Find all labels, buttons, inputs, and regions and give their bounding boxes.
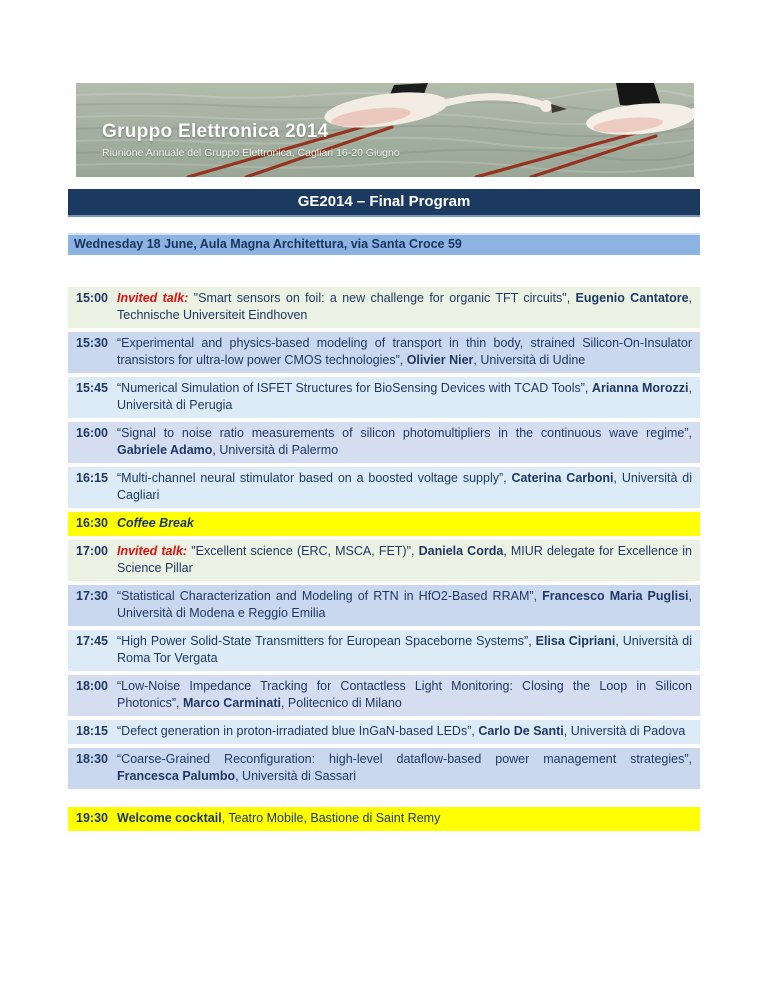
talk-time: 17:45 — [76, 634, 108, 648]
talk-title: “Experimental and physics-based modeling of transport in thin body, strained Silicon-On-Insulator transistors for ultra-low power CMOS technologies”, — [117, 336, 692, 367]
talk-title: “Multi-channel neural stimulator based on a boosted voltage supply”, — [117, 471, 512, 485]
talk-title: “Statistical Characterization and Modeling of RTN in HfO2-Based RRAM”, — [117, 589, 543, 603]
speaker-name: Carlo De Santi — [478, 724, 564, 738]
schedule-item — [68, 675, 700, 716]
event-location: , Teatro Mobile, Bastione di Saint Remy — [221, 811, 441, 825]
talk-text — [117, 678, 692, 712]
talk-text — [117, 723, 692, 740]
speaker-name: Daniela Corda — [418, 544, 504, 558]
program-title-bar: GE2014 – Final Program — [68, 189, 700, 217]
schedule-item — [68, 720, 700, 744]
talk-time: 15:00 — [76, 291, 108, 305]
speaker-affiliation: , Università di Perugia — [117, 381, 692, 412]
speaker-affiliation: , Technische Universiteit Eindhoven — [117, 291, 693, 322]
speaker-affiliation: , Università di Cagliari — [117, 471, 692, 502]
talk-time: 16:15 — [76, 471, 108, 485]
banner-subtitle: Riunione Annuale del Gruppo Elettronica, Cagliari 16-20 Giugno — [102, 147, 400, 159]
talk-title: “Numerical Simulation of ISFET Structures for BioSensing Devices with TCAD Tools”, — [117, 381, 592, 395]
banner-title: Gruppo Elettronica 2014 — [102, 121, 329, 142]
schedule-item — [68, 377, 700, 418]
schedule-item — [68, 630, 700, 671]
talk-time: 16:30 — [76, 516, 108, 530]
talk-text — [117, 290, 692, 324]
speaker-name: Gabriele Adamo — [117, 443, 213, 457]
talk-time: 19:30 — [76, 811, 108, 825]
speaker-name: Arianna Morozzi — [591, 381, 689, 395]
talk-text — [117, 633, 692, 667]
speaker-name: Caterina Carboni — [511, 471, 614, 485]
talk-time: 17:30 — [76, 589, 108, 603]
talk-time: 16:00 — [76, 426, 108, 440]
talk-title: "Smart sensors on foil: a new challenge for organic TFT circuits", — [193, 291, 576, 305]
schedule-item — [68, 422, 700, 463]
talk-time: 15:30 — [76, 336, 108, 350]
talk-title: “Signal to noise ratio measurements of silicon photomultipliers in the continuous wave regime”, — [117, 426, 692, 440]
talk-text — [117, 543, 692, 577]
event-name: Welcome cocktail — [117, 811, 222, 825]
talk-text — [117, 380, 692, 414]
schedule-list — [68, 287, 700, 835]
talk-text — [117, 515, 692, 532]
talk-title: “Coarse-Grained Reconfiguration: high-level dataflow-based power management strategies”, — [117, 752, 692, 766]
talk-time: 18:00 — [76, 679, 108, 693]
speaker-affiliation: , Politecnico di Milano — [280, 696, 402, 710]
speaker-name: Marco Carminati — [183, 696, 281, 710]
talk-time: 18:15 — [76, 724, 108, 738]
schedule-item — [68, 332, 700, 373]
talk-text — [117, 470, 692, 504]
banner-text — [102, 121, 400, 159]
talk-time: 18:30 — [76, 752, 108, 766]
talk-time: 17:00 — [76, 544, 108, 558]
talk-title: “High Power Solid-State Transmitters for European Spaceborne Systems”, — [117, 634, 536, 648]
event-name: Coffee Break — [117, 516, 194, 530]
welcome-cocktail-item — [68, 807, 700, 831]
talk-text — [117, 335, 692, 369]
schedule-item — [68, 748, 700, 789]
talk-title: “Low-Noise Impedance Tracking for Contactless Light Monitoring: Closing the Loop in Silicon Photonics”, — [117, 679, 692, 710]
speaker-affiliation: , Università di Udine — [473, 353, 586, 367]
session-header: Wednesday 18 June, Aula Magna Architettura, via Santa Croce 59 — [68, 233, 700, 255]
schedule-item — [68, 287, 700, 328]
speaker-name: Francesco Maria Puglisi — [542, 589, 689, 603]
speaker-affiliation: , Università di Modena e Reggio Emilia — [117, 589, 692, 620]
coffee-break-item — [68, 512, 700, 536]
schedule-item — [68, 585, 700, 626]
talk-text — [117, 751, 692, 785]
speaker-name: Eugenio Cantatore — [575, 291, 689, 305]
talk-time: 15:45 — [76, 381, 108, 395]
conference-banner-image — [76, 83, 694, 177]
speaker-affiliation: , Università di Roma Tor Vergata — [117, 634, 692, 665]
invited-talk-label: Invited talk: — [117, 544, 192, 558]
speaker-affiliation: , MIUR delegate for Excellence in Science Pillar — [117, 544, 693, 575]
schedule-item — [68, 540, 700, 581]
speaker-affiliation: , Università di Sassari — [235, 769, 356, 783]
speaker-affiliation: , Università di Palermo — [212, 443, 339, 457]
speaker-affiliation: , Università di Padova — [563, 724, 686, 738]
talk-title: "Excellent science (ERC, MSCA, FET)", — [191, 544, 419, 558]
talk-title: “Defect generation in proton-irradiated blue InGaN-based LEDs”, — [117, 724, 479, 738]
speaker-name: Francesca Palumbo — [117, 769, 236, 783]
talk-text — [117, 810, 692, 827]
talk-text — [117, 588, 692, 622]
schedule-item — [68, 467, 700, 508]
speaker-name: Elisa Cipriani — [535, 634, 616, 648]
invited-talk-label: Invited talk: — [117, 291, 194, 305]
speaker-name: Olivier Nier — [406, 353, 474, 367]
talk-text — [117, 425, 692, 459]
